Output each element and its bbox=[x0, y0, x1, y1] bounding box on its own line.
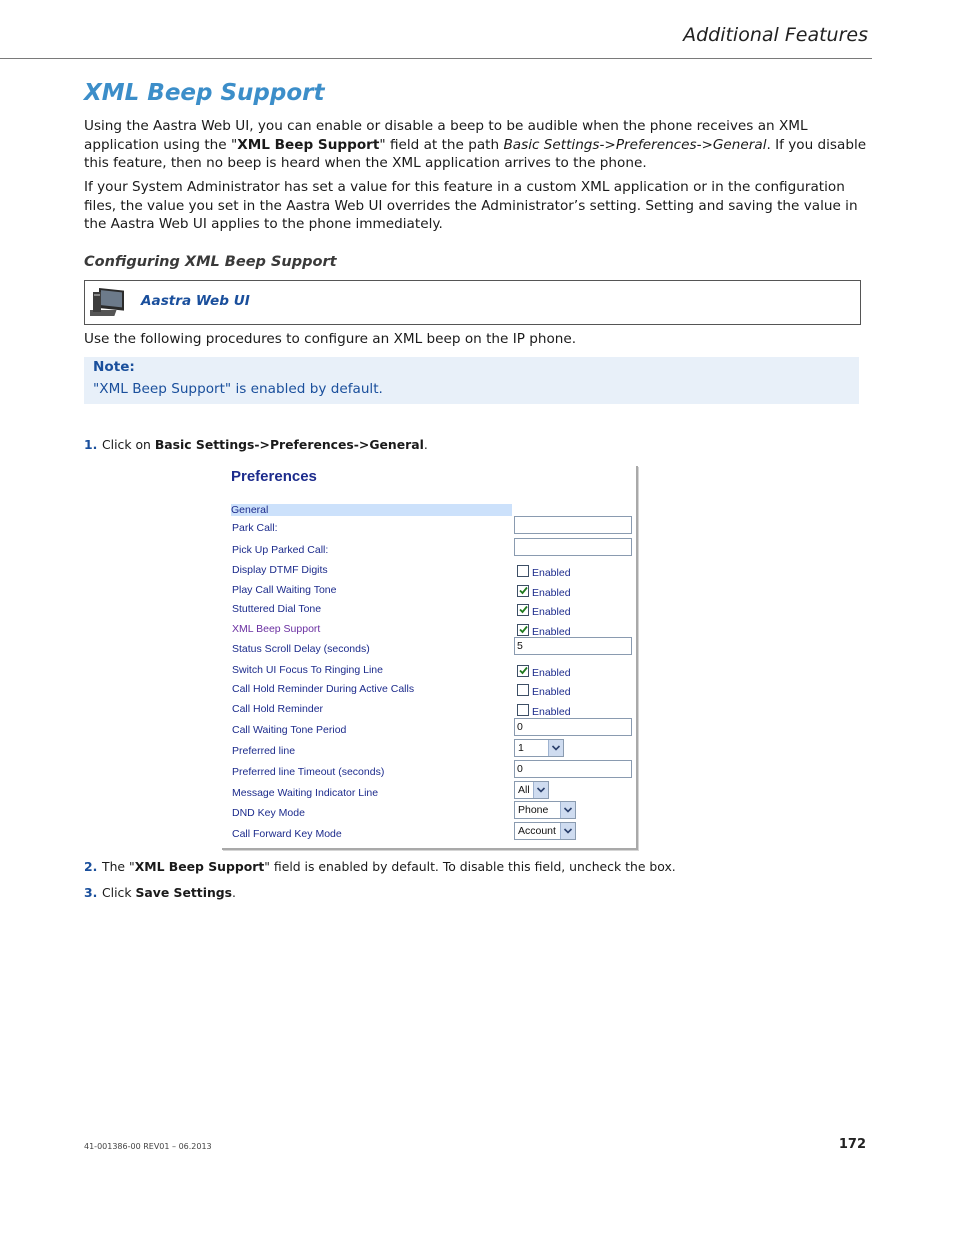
checkbox-unchecked-icon[interactable] bbox=[517, 704, 529, 716]
checkbox-checked-icon[interactable] bbox=[517, 665, 529, 677]
step-2 bbox=[84, 859, 676, 875]
checkbox-label: Enabled bbox=[532, 626, 571, 638]
enabled-checkbox[interactable] bbox=[517, 624, 571, 638]
intro-paragraph-2: If your System Administrator has set a value for this feature in a custom XML application or in the configuration files, the value you set in the Aastra Web UI overrides the Administrator’s setting. Setting and saving the value in the Aastra Web UI applies to the phone immediately. bbox=[84, 179, 858, 233]
intro-text: Using the Aastra Web UI, you can enable or disable a beep to be audible when the phone receives an XML application using the " bbox=[84, 118, 808, 153]
step-number: 2. bbox=[84, 859, 98, 874]
text-input[interactable] bbox=[514, 516, 632, 534]
enabled-checkbox[interactable] bbox=[517, 585, 571, 599]
enabled-checkbox[interactable] bbox=[517, 684, 571, 698]
intro-path: Basic Settings->Preferences->General bbox=[503, 136, 767, 153]
step-number: 3. bbox=[84, 885, 98, 900]
row-label: Play Call Waiting Tone bbox=[232, 584, 337, 596]
step-text: . bbox=[423, 437, 428, 452]
checkbox-checked-icon[interactable] bbox=[517, 585, 529, 597]
panel-title: Preferences bbox=[231, 468, 317, 485]
row-label: Message Waiting Indicator Line bbox=[232, 787, 379, 799]
checkbox-checked-icon[interactable] bbox=[517, 604, 529, 616]
dropdown-select[interactable] bbox=[514, 739, 564, 757]
step-number: 1. bbox=[84, 437, 98, 452]
checkbox-label: Enabled bbox=[532, 686, 571, 698]
step-text: " field is enabled by default. To disable this field, uncheck the box. bbox=[264, 859, 676, 874]
procedure-intro: Use the following procedures to configure an XML beep on the IP phone. bbox=[84, 331, 577, 347]
checkbox-checked-icon[interactable] bbox=[517, 624, 529, 636]
chevron-down-icon[interactable] bbox=[560, 802, 575, 818]
panel-section-general: General bbox=[231, 504, 512, 516]
checkbox-label: Enabled bbox=[532, 587, 571, 599]
checkbox-label: Enabled bbox=[532, 667, 571, 679]
note-label: Note: bbox=[93, 359, 135, 375]
text-input[interactable]: 0 bbox=[514, 760, 632, 778]
row-label: Status Scroll Delay (seconds) bbox=[232, 643, 370, 655]
footer-doc-id: 41-001386-00 REV01 – 06.2013 bbox=[84, 1142, 212, 1151]
intro-text: " field at the path bbox=[379, 136, 504, 153]
chevron-down-icon[interactable] bbox=[533, 782, 548, 798]
select-value: All bbox=[518, 784, 530, 796]
enabled-checkbox[interactable] bbox=[517, 704, 571, 718]
row-label: Pick Up Parked Call: bbox=[232, 544, 329, 556]
intro-paragraph-1 bbox=[84, 117, 874, 173]
note-text: "XML Beep Support" is enabled by default. bbox=[93, 381, 383, 397]
dropdown-select[interactable] bbox=[514, 781, 549, 799]
row-label: Preferred line bbox=[232, 745, 296, 757]
row-label: Call Hold Reminder During Active Calls bbox=[232, 683, 415, 695]
text-input[interactable] bbox=[514, 538, 632, 556]
header-rule bbox=[0, 58, 872, 59]
step-emphasis: Save Settings bbox=[135, 885, 233, 900]
dropdown-select[interactable] bbox=[514, 801, 576, 819]
dropdown-select[interactable] bbox=[514, 822, 576, 840]
checkbox-label: Enabled bbox=[532, 606, 571, 618]
row-label: Switch UI Focus To Ringing Line bbox=[232, 664, 383, 676]
enabled-checkbox[interactable] bbox=[517, 665, 571, 679]
intro-field-name: XML Beep Support bbox=[237, 136, 380, 153]
row-label: Call Forward Key Mode bbox=[232, 828, 342, 840]
computer-icon bbox=[90, 284, 130, 320]
intro-text: . If you disable this feature, then no beep is heard when the XML application arrives to the phone. bbox=[84, 136, 867, 172]
text-input[interactable]: 5 bbox=[514, 637, 632, 655]
chevron-down-icon[interactable] bbox=[548, 740, 563, 756]
checkbox-label: Enabled bbox=[532, 706, 571, 718]
row-label: Park Call: bbox=[232, 522, 278, 534]
chevron-down-icon[interactable] bbox=[560, 823, 575, 839]
checkbox-unchecked-icon[interactable] bbox=[517, 565, 529, 577]
step-3 bbox=[84, 885, 236, 901]
row-label: Stuttered Dial Tone bbox=[232, 603, 322, 615]
select-value: Phone bbox=[518, 804, 549, 816]
step-emphasis: Basic Settings->Preferences->General bbox=[154, 437, 424, 452]
tool-label: Aastra Web UI bbox=[141, 293, 250, 309]
step-text: Click bbox=[102, 885, 136, 900]
row-label: Display DTMF Digits bbox=[232, 564, 328, 576]
subheading: Configuring XML Beep Support bbox=[84, 254, 337, 270]
row-label: Call Hold Reminder bbox=[232, 703, 324, 715]
row-label: Preferred line Timeout (seconds) bbox=[232, 766, 385, 778]
step-text: . bbox=[232, 885, 236, 900]
page-title: XML Beep Support bbox=[84, 80, 325, 106]
row-label: XML Beep Support bbox=[232, 623, 321, 635]
step-1 bbox=[84, 437, 428, 453]
row-label: DND Key Mode bbox=[232, 807, 305, 819]
select-value: 1 bbox=[518, 742, 524, 754]
text-input[interactable]: 0 bbox=[514, 718, 632, 736]
step-text: Click on bbox=[102, 437, 155, 452]
footer-page-number: 172 bbox=[838, 1137, 866, 1152]
enabled-checkbox[interactable] bbox=[517, 565, 571, 579]
header-section-title: Additional Features bbox=[683, 24, 868, 46]
step-text: The " bbox=[102, 859, 135, 874]
step-emphasis: XML Beep Support bbox=[134, 859, 265, 874]
enabled-checkbox[interactable] bbox=[517, 604, 571, 618]
row-label: Call Waiting Tone Period bbox=[232, 724, 347, 736]
checkbox-unchecked-icon[interactable] bbox=[517, 684, 529, 696]
preferences-screenshot bbox=[222, 466, 638, 850]
checkbox-label: Enabled bbox=[532, 567, 571, 579]
select-value: Account bbox=[518, 825, 556, 837]
